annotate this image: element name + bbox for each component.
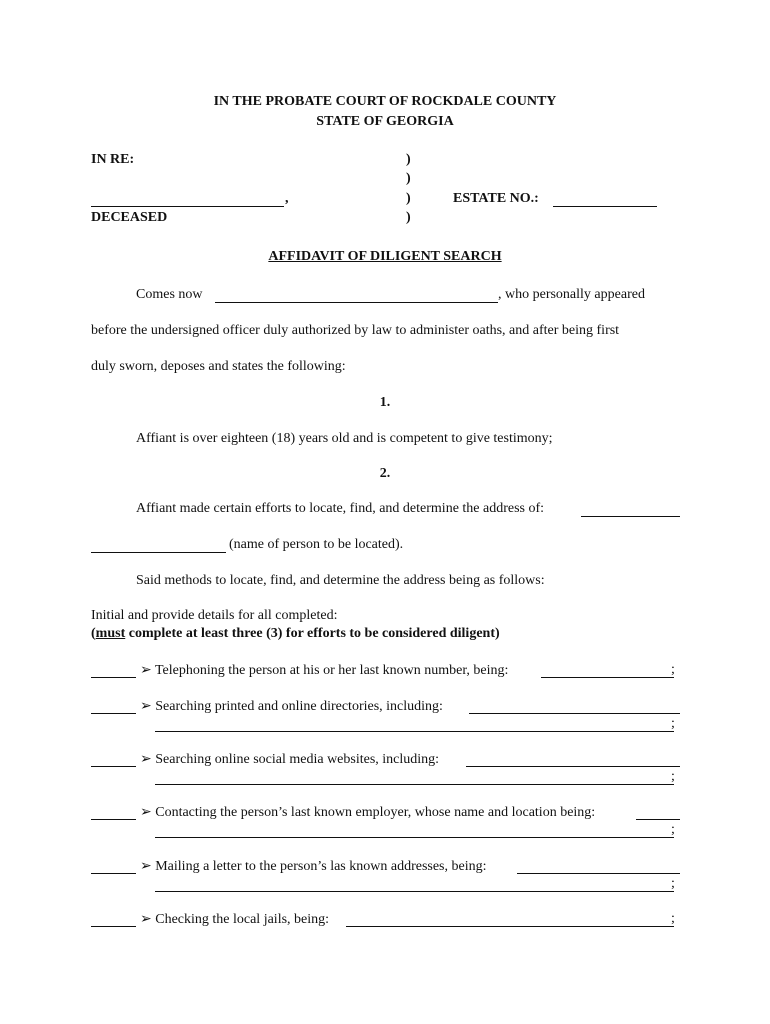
- effort-item: [140, 662, 508, 679]
- bullet-arrow-icon: ➢: [140, 699, 152, 714]
- bullet-arrow-icon: ➢: [140, 912, 152, 927]
- effort-text: Searching online social media websites, including:: [155, 752, 440, 767]
- effort-item: [140, 911, 329, 928]
- effort-semicolon: ;: [671, 822, 675, 837]
- caption-paren: ): [406, 191, 411, 206]
- initial-field[interactable]: [91, 713, 136, 714]
- effort-item: [140, 804, 595, 821]
- effort-semicolon: ;: [671, 662, 675, 677]
- effort-item: [140, 858, 487, 875]
- effort-detail-field[interactable]: [346, 926, 674, 927]
- initial-field[interactable]: [91, 766, 136, 767]
- effort-detail-field-2[interactable]: [155, 891, 674, 892]
- instructions-line-1: Initial and provide details for all completed:: [91, 608, 338, 623]
- instructions-rest: complete at least three (3) for efforts to be considered diligent): [125, 626, 500, 641]
- affiant-name-field[interactable]: [215, 302, 498, 303]
- effort-text: Mailing a letter to the person’s las known addresses, being:: [155, 859, 487, 874]
- effort-detail-field[interactable]: [517, 873, 680, 874]
- effort-text: Searching printed and online directories, including:: [155, 699, 443, 714]
- bullet-arrow-icon: ➢: [140, 805, 152, 820]
- section-2-name-note: (name of person to be located).: [229, 537, 404, 552]
- caption-comma: ,: [285, 191, 289, 206]
- effort-detail-field[interactable]: [541, 677, 674, 678]
- section-1-number: 1.: [379, 395, 391, 410]
- state-heading: STATE OF GEORGIA: [316, 114, 454, 129]
- initial-field[interactable]: [91, 873, 136, 874]
- bullet-arrow-icon: ➢: [140, 752, 152, 767]
- section-2-number: 2.: [379, 466, 391, 481]
- effort-detail-field-2[interactable]: [155, 731, 674, 732]
- initial-field[interactable]: [91, 819, 136, 820]
- instructions-open-paren: (: [91, 626, 96, 641]
- bullet-arrow-icon: ➢: [140, 859, 152, 874]
- effort-text: Contacting the person’s last known employer, whose name and location being:: [155, 805, 596, 820]
- document-title: AFFIDAVIT OF DILIGENT SEARCH: [268, 249, 502, 264]
- section-2-text: Affiant made certain efforts to locate, find, and determine the address of:: [136, 501, 545, 516]
- effort-item: [140, 698, 443, 715]
- caption-paren: ): [406, 152, 411, 167]
- effort-semicolon: ;: [671, 911, 675, 926]
- effort-detail-field[interactable]: [636, 819, 680, 820]
- instructions-must: must: [95, 626, 126, 641]
- effort-semicolon: ;: [671, 769, 675, 784]
- person-name-field-b[interactable]: [91, 552, 226, 553]
- effort-text: Checking the local jails, being:: [155, 912, 330, 927]
- decedent-name-field[interactable]: [91, 206, 284, 207]
- initial-field[interactable]: [91, 677, 136, 678]
- caption-paren: ): [406, 171, 411, 186]
- instructions-line-2: [91, 626, 500, 642]
- intro-comes-now: Comes now: [136, 287, 203, 302]
- estate-no-label: ESTATE NO.:: [453, 191, 539, 206]
- effort-detail-field[interactable]: [466, 766, 680, 767]
- initial-field[interactable]: [91, 926, 136, 927]
- intro-line-3: duly sworn, deposes and states the following:: [91, 359, 346, 374]
- deceased-label: DECEASED: [91, 210, 168, 225]
- effort-semicolon: ;: [671, 716, 675, 731]
- section-2-methods: Said methods to locate, find, and determine the address being as follows:: [136, 573, 545, 588]
- bullet-arrow-icon: ➢: [140, 663, 152, 678]
- effort-semicolon: ;: [671, 876, 675, 891]
- intro-line-2: before the undersigned officer duly authorized by law to administer oaths, and after being first: [91, 323, 620, 338]
- caption-paren: ): [406, 210, 411, 225]
- effort-text: Telephoning the person at his or her last known number, being:: [154, 663, 509, 678]
- effort-detail-field[interactable]: [469, 713, 680, 714]
- intro-appeared: , who personally appeared: [498, 287, 645, 302]
- effort-detail-field-2[interactable]: [155, 784, 674, 785]
- effort-item: [140, 751, 439, 768]
- court-heading: IN THE PROBATE COURT OF ROCKDALE COUNTY: [213, 94, 557, 109]
- estate-no-field[interactable]: [553, 206, 657, 207]
- effort-detail-field-2[interactable]: [155, 837, 674, 838]
- person-name-field-a[interactable]: [581, 516, 680, 517]
- section-1-text: Affiant is over eighteen (18) years old and is competent to give testimony;: [136, 431, 553, 446]
- in-re-label: IN RE:: [91, 152, 135, 167]
